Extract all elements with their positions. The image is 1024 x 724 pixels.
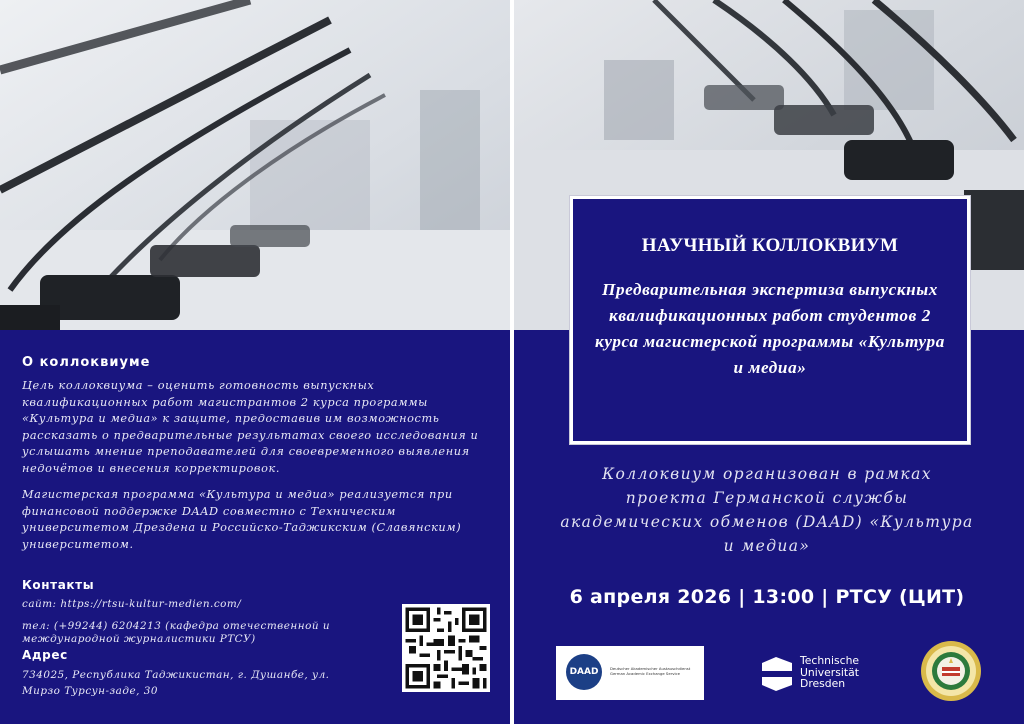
- about-title: О коллоквиуме: [22, 355, 151, 370]
- tu-line-2: Universität: [800, 665, 859, 679]
- contacts-title: Контакты: [22, 578, 95, 592]
- daad-logo-circle: DAAD: [566, 654, 602, 690]
- event-date-time-place: 6 апреля 2026 | 13:00 | РТСУ (ЦИТ): [569, 586, 965, 608]
- tu-dresden-mark-icon: [760, 657, 794, 691]
- tu-dresden-name: [800, 655, 859, 690]
- address-title: Адрес: [22, 648, 68, 662]
- tu-line-1: Technische: [800, 654, 860, 667]
- tu-line-3: Dresden: [800, 677, 846, 690]
- tu-dresden-logo: [760, 655, 880, 695]
- address-text: 734025, Республика Таджикистан, г. Душанбе, ул. Мирзо Турсун-заде, 30: [22, 669, 330, 697]
- colloquium-title: НАУЧНЫЙ КОЛЛОКВИУМ: [641, 235, 899, 256]
- about-paragraph-1: Цель коллоквиума – оценить готовность выпускных квалификационных работ магистрантов 2 курса программы «Культура и медиа» к защите, предоставив им возможность рассказать о предварительные результатах своего исследования и услышать мнение преподавателей для своевременного выявления недочётов и внесения корректировок.: [22, 379, 479, 475]
- microphones-photo-left: [0, 0, 510, 330]
- colloquium-title-box: [570, 196, 970, 444]
- rtsu-seal-icon: [920, 640, 982, 702]
- colloquium-subtitle: Предварительная экспертиза выпускных квалификационных работ студентов 2 курса магистерской программы «Культура и медиа»: [595, 280, 945, 377]
- qr-code-icon[interactable]: [402, 604, 490, 692]
- contact-phone: тел: (+99244) 6204213 (кафедра отечественной и международной журналистики РТСУ): [22, 620, 331, 645]
- daad-logo: [556, 646, 704, 700]
- about-paragraph-2: Магистерская программа «Культура и медиа» реализуется при финансовой поддержке DAAD совместно с Техническим университетом Дрездена и Российско-Таджикским (Славянским) университетом.: [22, 488, 462, 551]
- contact-site[interactable]: сайт: https://rtsu-kultur-medien.com/: [22, 598, 242, 610]
- organized-text: Коллоквиум организован в рамках проекта Германской службы академических обменов (DAAD) «Культура и медиа»: [560, 465, 974, 555]
- daad-logo-text: Deutscher Akademischer Austauschdienst German Academic Exchange Service: [610, 666, 691, 676]
